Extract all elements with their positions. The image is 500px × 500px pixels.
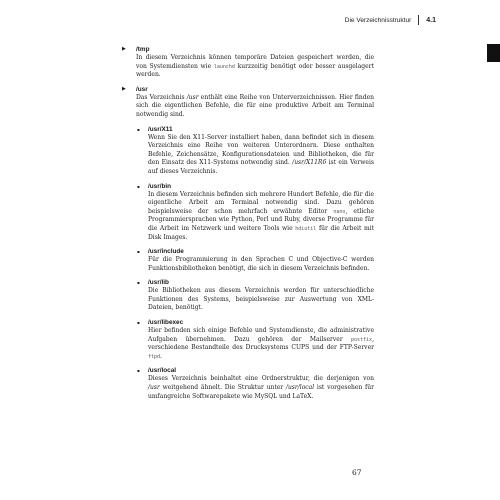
square-bullet-icon: ▪	[137, 368, 140, 374]
text-run: In diesem Verzeichnis befinden sich mehrere Hundert Befehle, die für die eigentliche Arbeit am Terminal notwendig sind. Dazu gehören beispielsweise der schon mehrfach erwähnte Editor	[148, 190, 374, 215]
text-run: , etliche Programmiersprachen wie Python, Perl und Ruby, diverse Programme für die Arbeit im Netzwerk und weitere Tools wie	[148, 207, 375, 232]
text-run: In diesem Verzeichnis können temporäre Dateien gespeichert werden, die von Systemdiensten wie	[136, 54, 374, 70]
entry-title: /usr/local	[148, 367, 177, 375]
text-run: Hier befinden sich einige Befehle und Systemdienste, die administrative Aufgaben übernehmen. Dazu gehören der Mailserver	[148, 327, 374, 343]
directory-entry	[137, 318, 374, 361]
directory-entry	[137, 182, 375, 243]
entry-description	[148, 191, 374, 243]
inline-code: launchd	[213, 63, 235, 70]
directory-entry	[137, 247, 374, 273]
text-run: enthält eine Reihe von Unterverzeichnissen. Hier finden sich die eigentlichen Befehle, die für eine produktive Arbeit am Terminal notwendig sind.	[136, 93, 374, 118]
triangle-bullet-icon: ▶	[122, 46, 126, 52]
directory-entry	[122, 45, 374, 80]
text-run: kurzzeitig benötigt oder besser ausgelagert werden.	[136, 62, 374, 79]
square-bullet-icon: ▪	[137, 126, 140, 132]
page-number: 67	[352, 468, 362, 477]
running-header	[345, 15, 436, 25]
directory-entry	[137, 125, 374, 177]
text-run: Wenn Sie den X11-Server installiert haben, dann befindet sich in diesem Verzeichnis eine Reihe von weiteren Unterordnern. Diese enthalten Befehle, Zeichensätze, Konfigurationsdateien und Bibliotheken, die für den Einsatz des X11-Systems notwendig sind.	[148, 133, 374, 167]
square-bullet-icon: ▪	[137, 183, 140, 189]
inline-code: postfix	[351, 336, 373, 343]
text-run: , verschiedene Bestandteile des Drucksystems CUPS und der FTP-Server	[148, 335, 374, 352]
page-content	[108, 45, 374, 406]
entry-title: /usr/bin	[148, 182, 172, 190]
section-title: Die Verzeichnisstruktur	[344, 16, 412, 24]
text-run: Die Bibliotheken aus diesem Verzeichnis werden für unterschiedliche Funktionen des Systems, beispielsweise zur Auswertung von XML-Dateien, benötigt.	[148, 287, 374, 312]
entry-description	[148, 256, 374, 273]
text-run: ist ein Verweis auf dieses Verzeichnis.	[148, 159, 374, 175]
entry-description	[148, 375, 374, 401]
inline-code: nano	[333, 208, 346, 215]
text-run: Für die Programmierung in den Sprachen C und Objective-C werden Funktionsbibliotheken benötigt, die sich in diesem Verzeichnis befinden.	[148, 256, 374, 272]
entry-title: /usr/X11	[148, 125, 173, 133]
inline-path: /usr	[186, 93, 199, 101]
triangle-bullet-icon: ▶	[122, 85, 126, 92]
text-run: weitgehend ähnelt. Die Struktur unter	[159, 384, 286, 392]
entry-description	[148, 327, 374, 361]
text-run: Dieses Verzeichnis beinhaltet eine Ordnerstruktur, die derjenigen von	[148, 375, 374, 383]
inline-path: /usr/X11R6	[292, 159, 327, 167]
entry-title: /tmp	[136, 46, 150, 53]
square-bullet-icon: ▪	[137, 249, 140, 255]
inline-path: /usr/local	[285, 384, 315, 392]
header-divider	[418, 15, 419, 25]
entry-description	[148, 287, 374, 313]
entry-title: /usr/include	[148, 248, 184, 256]
text-run: .	[160, 352, 162, 360]
inline-code: hdiutil	[295, 225, 317, 232]
chapter-thumb-marker	[487, 44, 500, 62]
entry-description	[136, 54, 374, 80]
entry-title: /usr/lib	[148, 279, 169, 287]
directory-entry	[137, 278, 374, 313]
entry-description	[136, 94, 374, 120]
entry-title: /usr	[136, 85, 148, 93]
square-bullet-icon: ▪	[137, 320, 140, 326]
entry-title: /usr/libexec	[148, 319, 184, 327]
entry-description	[148, 134, 374, 177]
directory-entry	[137, 366, 374, 401]
inline-code: ftpd	[148, 353, 161, 360]
chapter-number: 4.1	[426, 16, 436, 24]
text-run: für die Arbeit mit Disk Images.	[148, 224, 374, 241]
text-run: Das Verzeichnis	[136, 93, 187, 101]
directory-entry	[122, 85, 374, 120]
text-run: ist vorgesehen für umfangreiche Softwarepakete wie MySQL und LaTeX.	[148, 384, 374, 400]
square-bullet-icon: ▪	[137, 280, 140, 286]
inline-path: /usr	[148, 384, 160, 392]
